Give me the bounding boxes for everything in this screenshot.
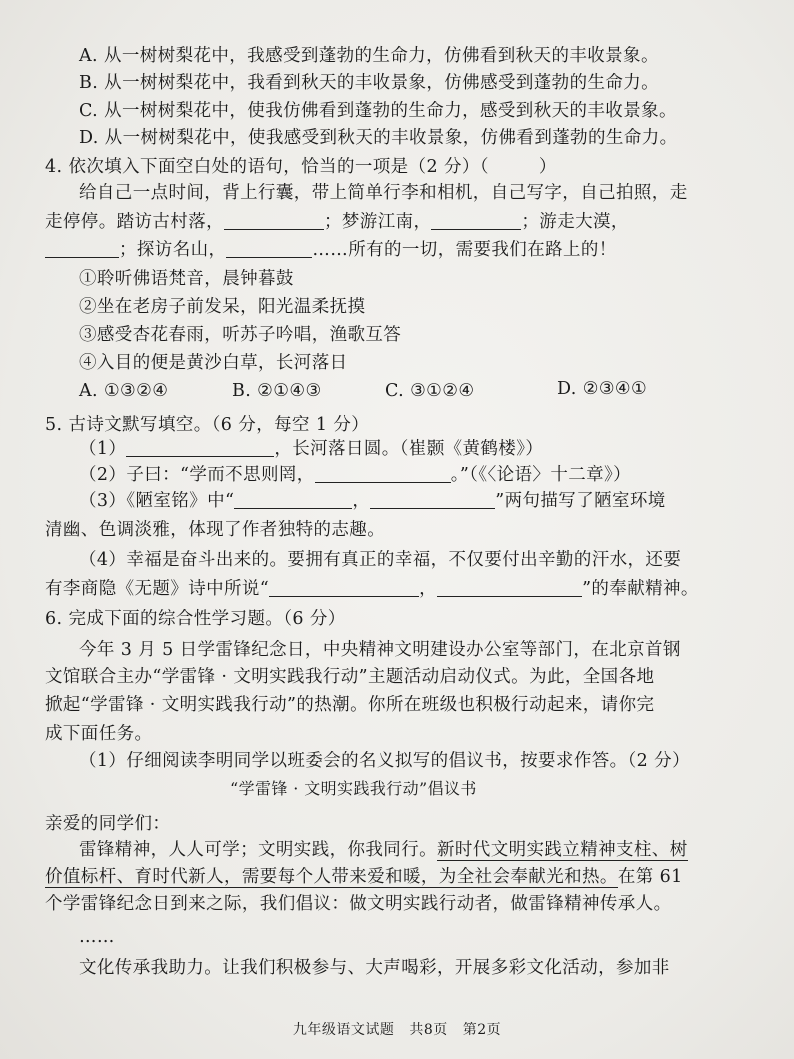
blank-5[interactable]: [126, 438, 274, 457]
letter-salutation: 亲爱的同学们：: [45, 814, 171, 834]
letter-para-line-1: 雷锋精神，人人可学；文明实践，你我同行。新时代文明实践立精神支柱、树: [79, 840, 688, 860]
blank-2[interactable]: [431, 211, 521, 230]
blank-6[interactable]: [315, 464, 451, 483]
underlined-sentence-cont: 价值标杆、育时代新人，需要每个人带来爱和暖，为全社会奉献光和热。: [45, 867, 618, 887]
q4-choice-b: B. ②①④③: [232, 381, 322, 401]
letter-ellipsis: ……: [79, 927, 115, 947]
blank-1[interactable]: [224, 211, 324, 230]
q5-sub-4: （4）幸福是奋斗出来的。要拥有真正的幸福，不仅要付出辛勤的汗水，还要: [79, 550, 682, 570]
blank-8[interactable]: [370, 490, 495, 509]
letter-para-line-2: 价值标杆、育时代新人，需要每个人带来爱和暖，为全社会奉献光和热。在第 61: [45, 867, 683, 887]
q4-passage-line-2: 走停停。踏访古村落， ；梦游江南， ；游走大漠，: [45, 212, 629, 232]
q4-stem: 4. 依次填入下面空白处的语句，恰当的一项是（2 分）（ ）: [45, 157, 557, 177]
q6-stem: 6. 完成下面的综合性学习题。（6 分）: [45, 609, 346, 629]
q4-item-1: ①聆听佛语梵音，晨钟暮鼓: [79, 269, 294, 289]
q4-passage-line-1: 给自己一点时间，背上行囊，带上简单行李和相机，自己写字，自己拍照，走: [79, 183, 688, 203]
letter-para-line-4: 文化传承我助力。让我们积极参与、大声喝彩，开展多彩文化活动，参加非: [79, 958, 670, 978]
letter-para-line-3: 个学雷锋纪念日到来之际，我们倡议：做文明实践行动者，做雷锋精神传承人。: [45, 894, 672, 914]
blank-10[interactable]: [437, 578, 582, 597]
underlined-sentence: 新时代文明实践立精神支柱、树: [437, 840, 688, 860]
q4-choice-a: A. ①③②④: [79, 381, 169, 401]
q4-item-3: ③感受杏花春雨，听苏子吟唱，渔歌互答: [79, 325, 402, 345]
footer-page-number: 第2页: [462, 1022, 502, 1038]
q6-intro-line-3: 掀起“学雷锋 · 文明实践我行动”的热潮。你所在班级也积极行动起来，请你完: [45, 695, 655, 715]
q5-sub-3: （3）《陋室铭》中“ ， ”两句描写了陋室环境: [79, 491, 666, 511]
q6-intro-line-2: 文馆联合主办“学雷锋 · 文明实践我行动”主题活动启动仪式。为此，全国各地: [45, 667, 655, 687]
footer-total-pages: 共8页: [409, 1022, 448, 1038]
q4-item-2: ②坐在老房子前发呆，阳光温柔抚摸: [79, 297, 366, 317]
q5-sub-4-cont: 有李商隐《无题》诗中所说“ ， ”的奉献精神。: [45, 579, 699, 599]
q3-option-b: B. 从一树树梨花中，我看到秋天的丰收景象，仿佛感受到蓬勃的生命力。: [79, 73, 660, 93]
blank-4[interactable]: [226, 239, 312, 258]
footer-exam-title: 九年级语文试题: [292, 1022, 395, 1038]
q3-option-d: D. 从一树树梨花中，使我感受到秋天的丰收景象，仿佛看到蓬勃的生命力。: [79, 128, 678, 148]
letter-title: “学雷锋 · 文明实践我行动”倡议书: [230, 779, 477, 798]
q5-sub-1: （1） ，长河落日圆。（崔颢《黄鹤楼》）: [79, 439, 544, 459]
q3-option-c: C. 从一树树梨花中，使我仿佛看到蓬勃的生命力，感受到秋天的丰收景象。: [79, 101, 677, 121]
page-footer: [0, 1019, 794, 1039]
q3-option-a: A. 从一树树梨花中，我感受到蓬勃的生命力，仿佛看到秋天的丰收景象。: [79, 46, 659, 66]
blank-9[interactable]: [269, 578, 419, 597]
q4-item-4: ④入目的便是黄沙白草，长河落日: [79, 353, 348, 373]
q4-choice-c: C. ③①②④: [385, 381, 475, 401]
blank-3[interactable]: [45, 239, 119, 258]
q4-choice-d: D. ②③④①: [557, 379, 648, 399]
q5-sub-3-cont: 清幽、色调淡雅，体现了作者独特的志趣。: [45, 520, 386, 540]
q4-passage-line-3: ；探访名山， ……所有的一切，需要我们在路上的！: [45, 238, 617, 262]
q5-stem: 5. 古诗文默写填空。（6 分，每空 1 分）: [45, 415, 370, 435]
q5-sub-2: （2）子曰：“学而不思则罔， 。”（《〈论语〉十二章》）: [79, 465, 632, 485]
q6-intro-line-4: 成下面任务。: [45, 724, 153, 744]
q6-intro-line-1: 今年 3 月 5 日学雷锋纪念日，中央精神文明建设办公室等部门，在北京首钢: [79, 640, 681, 660]
blank-7[interactable]: [234, 490, 352, 509]
q6-sub-1: （1）仔细阅读李明同学以班委会的名义拟写的倡议书，按要求作答。（2 分）: [79, 751, 690, 771]
